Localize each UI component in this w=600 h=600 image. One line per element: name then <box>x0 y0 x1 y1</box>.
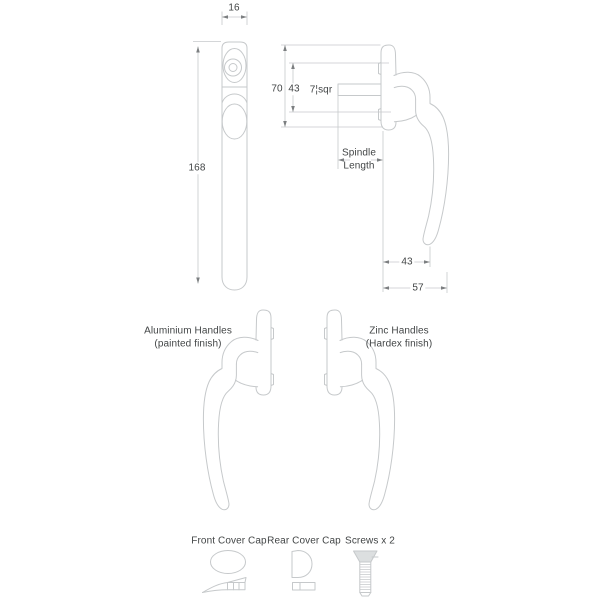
front-cover-cap-label: Front Cover Cap <box>191 535 267 547</box>
spindle-boss-mid <box>225 59 242 76</box>
spindle <box>338 84 381 96</box>
zinc-variant-title: Zinc Handles <box>369 325 429 337</box>
spindle-boss-inner <box>229 64 237 72</box>
aluminium-variant-subtitle: (painted finish) <box>154 337 222 349</box>
dim-length-label: 168 <box>188 162 206 174</box>
dim-width-label: 16 <box>228 2 240 14</box>
dim-inner-height-label: 43 <box>288 83 300 95</box>
front-cover-cap-drawing <box>203 551 247 593</box>
side-view-handle <box>379 45 449 245</box>
grip-end-oval <box>222 104 247 139</box>
spindle-size-label: 7¦sqr <box>309 83 333 95</box>
zinc-variant-subtitle: (Hardex finish) <box>365 337 433 349</box>
dim-height-label: 70 <box>271 83 283 95</box>
handle-front-outline <box>222 42 247 290</box>
side-view <box>338 45 449 245</box>
front-view-dimensions <box>193 12 247 284</box>
aluminium-variant-title: Aluminium Handles <box>144 325 232 337</box>
dim-bottom-inner-label: 43 <box>401 256 413 268</box>
spindle-length-label-1: Spindle <box>341 146 377 158</box>
spindle-length-label-2: Length <box>343 159 375 171</box>
rear-cover-cap-label: Rear Cover Cap <box>267 535 341 547</box>
rear-cover-cap-drawing <box>292 551 315 591</box>
screws-drawing <box>354 551 379 596</box>
front-view <box>222 42 247 290</box>
neck-arch <box>222 94 247 103</box>
dim-bottom-outer-label: 57 <box>412 282 424 294</box>
screws-label: Screws x 2 <box>345 535 395 547</box>
spindle-boss-outer <box>223 49 246 83</box>
